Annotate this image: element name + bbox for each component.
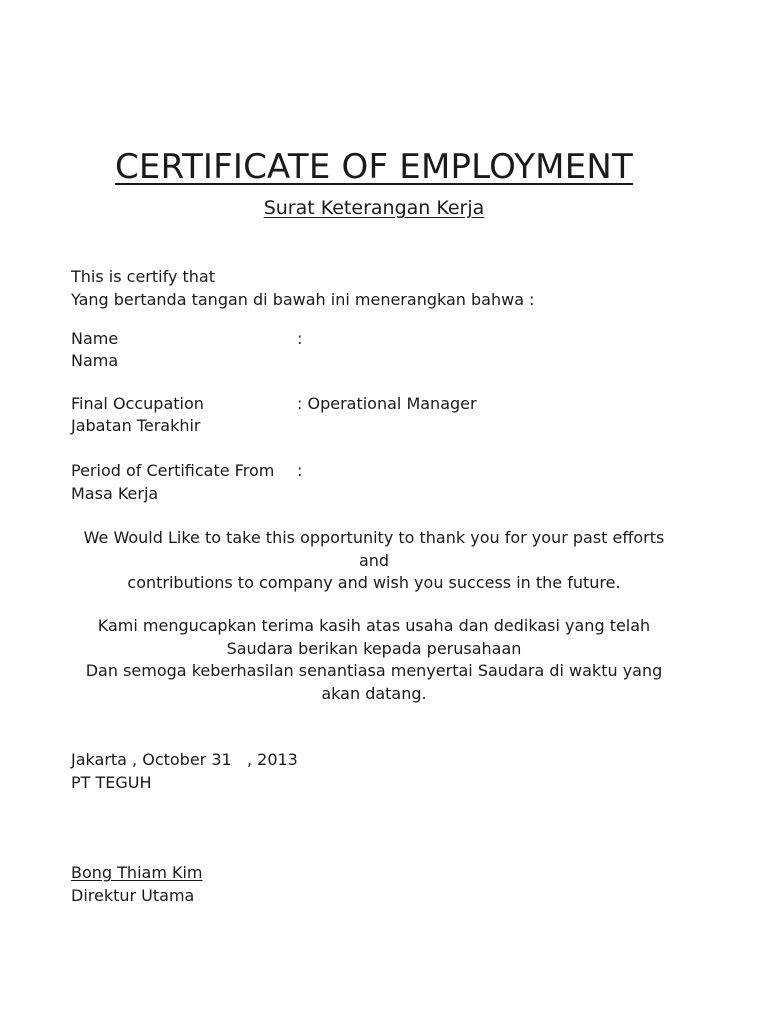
- thanks-en-line-1: We Would Like to take this opportunity to thank you for your past efforts: [83, 528, 665, 547]
- thanks-en-line-2: and: [358, 550, 390, 570]
- field-label-final-occupation: Final Occupation: [71, 394, 204, 413]
- place-date: Jakarta , October 31 , 2013: [71, 750, 298, 769]
- field-value-name: :: [297, 329, 303, 348]
- field-label-period: Period of Certificate From: [71, 461, 275, 480]
- thanks-en-line-3: contributions to company and wish you success in the future.: [127, 573, 621, 592]
- field-value-final-occupation: : Operational Manager: [297, 394, 477, 413]
- thanks-paragraph-indonesian: [71, 615, 677, 705]
- thanks-id-line-2: Saudara berikan kepada perusahaan: [226, 638, 522, 658]
- signer-name: Bong Thiam Kim: [71, 863, 203, 882]
- thanks-id-line-3: Dan semoga keberhasilan senantiasa menyertai Saudara di waktu yang: [85, 661, 663, 680]
- field-label-jabatan-terakhir: Jabatan Terakhir: [71, 416, 201, 435]
- company-name: PT TEGUH: [71, 773, 152, 792]
- intro-line-english: This is certify that: [71, 267, 215, 286]
- certificate-subtitle: Surat Keterangan Kerja: [263, 197, 485, 219]
- thanks-id-line-4: akan datang.: [321, 683, 427, 703]
- field-label-masa-kerja: Masa Kerja: [71, 484, 159, 503]
- field-label-nama: Nama: [71, 351, 119, 370]
- certificate-title: CERTIFICATE OF EMPLOYMENT: [114, 147, 634, 187]
- thanks-id-line-1: Kami mengucapkan terima kasih atas usaha dan dedikasi yang telah: [97, 616, 651, 635]
- field-label-name: Name: [71, 329, 119, 348]
- signer-title: Direktur Utama: [71, 886, 195, 905]
- intro-line-indonesian: Yang bertanda tangan di bawah ini menerangkan bahwa :: [71, 290, 535, 309]
- thanks-paragraph-english: [71, 527, 677, 595]
- field-value-period: :: [297, 461, 303, 480]
